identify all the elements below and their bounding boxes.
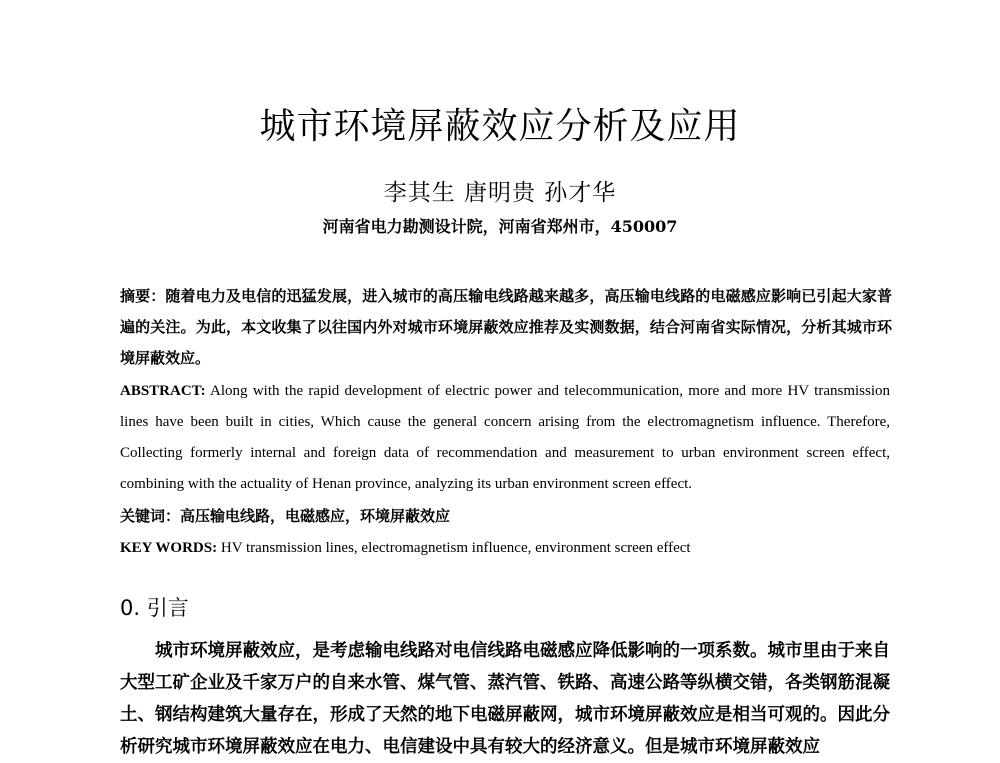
paper-authors: 李其生 唐明贵 孙才华	[383, 180, 617, 206]
keywords-english-text: HV transmission lines, electromagnetism influence, environment screen effect	[217, 540, 691, 556]
keywords-english	[120, 535, 890, 561]
abstract-english	[120, 376, 890, 500]
section-heading-introduction: 0. 引言	[120, 596, 189, 620]
keywords-chinese: 关键词：高压输电线路，电磁感应，环境屏蔽效应	[120, 507, 451, 525]
paper-title: 城市环境屏蔽效应分析及应用	[259, 106, 741, 147]
abstract-chinese: 摘要：随着电力及电信的迅猛发展，进入城市的高压输电线路越来越多，高压输电线路的电磁感应影响已引起大家普遍的关注。为此，本文收集了以往国内外对城市环境屏蔽效应推荐及实测数据，结合河南省实际情况，分析其城市环境屏蔽效应。	[120, 287, 892, 367]
paper-affiliation: 河南省电力勘测设计院，河南省郑州市，450007	[322, 217, 678, 236]
keywords-english-label: KEY WORDS:	[120, 540, 218, 556]
abstract-english-label: ABSTRACT:	[120, 383, 206, 399]
body-paragraph: 城市环境屏蔽效应，是考虑输电线路对电信线路电磁感应降低影响的一项系数。城市里由于来自大型工矿企业及千家万户的自来水管、煤气管、蒸汽管、铁路、高速公路等纵横交错，各类钢筋混凝土、钢结构建筑大量存在，形成了天然的地下电磁屏蔽网，城市环境屏蔽效应是相当可观的。因此分析研究城市环境屏蔽效应在电力、电信建设中具有较大的经济意义。但是城市环境屏蔽效应	[120, 641, 890, 757]
abstract-english-text: Along with the rapid development of electric power and telecommunication, more and more HV transmission lines have been built in cities, Which cause the general concern arising from the electromagnetism influence. Therefore, Collecting formerly internal and foreign data of recommendation and measurement to urban environment screen effect, combining with the actuality of Henan province, analyzing its urban environment screen effect.	[120, 383, 890, 492]
